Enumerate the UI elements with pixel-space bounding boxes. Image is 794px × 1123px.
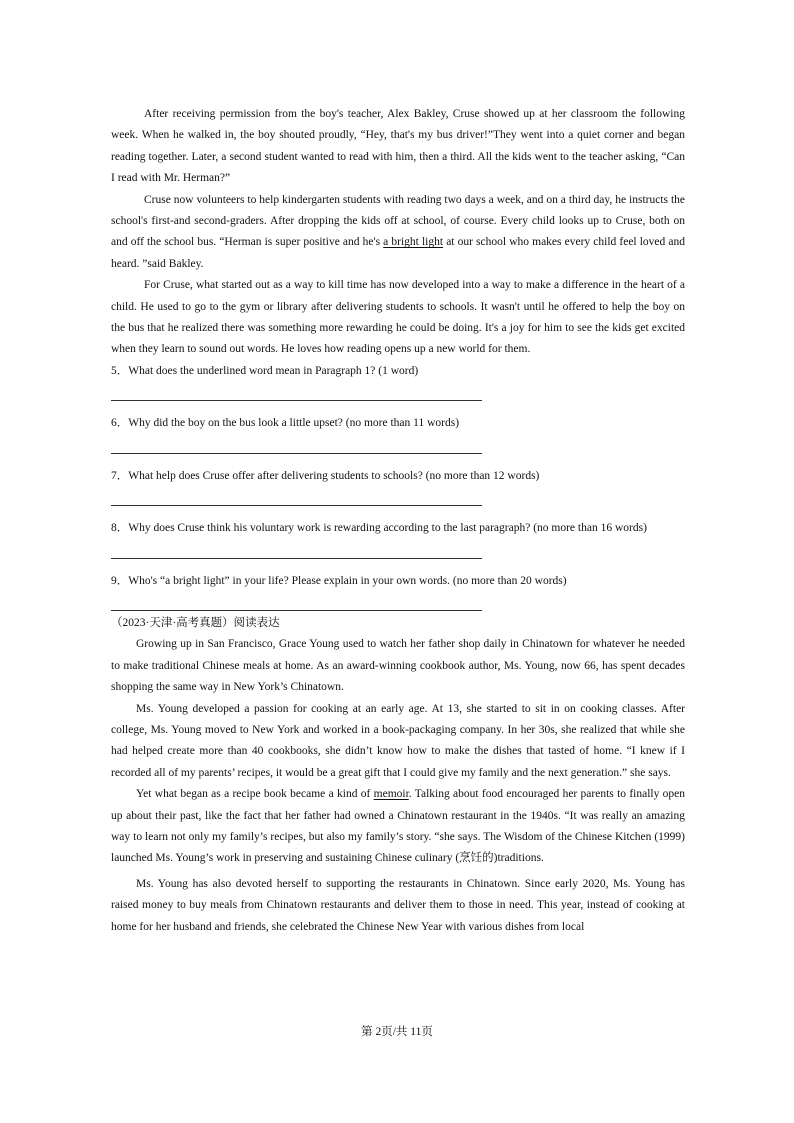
passage-text: . Talking about food encouraged her parents to finally open up about their past, like the fact that her father had owned a Chinatown restaurant in the 1940s. “It was really an amazing way to learn not only my family’s recipes, but also my family’s story. “she says. The Wisdom of the Chinese Kitchen (1999) launched Ms. Young’s work in preserving and sustaining Chinese culinary (烹饪的)traditions.: [111, 788, 685, 865]
underlined-phrase: a bright light: [383, 236, 444, 249]
section-title: （2023·天津·高考真题）阅读表达: [111, 616, 280, 629]
answer-line-5[interactable]: [111, 400, 482, 401]
page-footer: 第 2页/共 11页: [361, 1026, 433, 1038]
passage-paragraph-1: After receiving permission from the boy's teacher, Alex Bakley, Cruse showed up at her classroom the following week. When he walked in, the boy shouted proudly, “Hey, that's my bus driver!”They went into a quiet corner and began reading together. Later, a second student wanted to read with him, then a third. All the kids went to the teacher asking, “Can I read with Mr. Herman?”: [111, 108, 685, 185]
section2-paragraph-4: Ms. Young has also devoted herself to supporting the restaurants in Chinatown. Since early 2020, Ms. Young has raised money to buy meals from Chinatown restaurants and deliver them to those in need. This year, instead of cooking at home for her husband and friends, she celebrated the Chinese New Year with various dishes from local: [111, 877, 685, 933]
question-8: 8．Why does Cruse think his voluntary work is rewarding according to the last paragraph? (no more than 16 words): [111, 522, 647, 535]
section2-paragraph-3: [111, 784, 685, 870]
question-6: 6．Why did the boy on the bus look a little upset? (no more than 11 words): [111, 417, 460, 430]
passage-text: Yet what began as a recipe book became a kind of: [136, 788, 374, 801]
passage-paragraph-2: [111, 190, 685, 276]
passage-paragraph-3: For Cruse, what started out as a way to kill time has now developed into a way to make a difference in the heart of a child. He used to go to the gym or library after delivering students to schools. It wasn't until he offered to help the boy on the bus that he realized there was something more rewarding he could be doing. It's a joy for him to see the kids get excited when they learn to sound out words. He loves how reading opens up a new world for them.: [111, 279, 685, 356]
answer-line-9[interactable]: [111, 610, 482, 611]
underlined-word: memoir: [373, 788, 409, 801]
passage-text: at our school who makes every child feel loved and heard. ”said Bakley.: [111, 236, 686, 270]
question-9: 9．Who's “a bright light” in your life? Please explain in your own words. (no more than 20 words): [111, 574, 567, 587]
passage-text: Cruse now volunteers to help kindergarten students with reading two days a week, and on a third day, he instructs the school's first-and second-graders. After dropping the kids off at school, of course. Every child looks up to Cruse, both on and off the school bus. “Herman is super positive and he's: [111, 193, 685, 249]
answer-line-7[interactable]: [111, 505, 482, 506]
section2-paragraph-2: Ms. Young developed a passion for cooking at an early age. At 13, she started to sit in on cooking classes. After college, Ms. Young moved to New York and worked in a book-packaging company. In her 30s, she realized that while she had helped create more than 40 cookbooks, she didn’t know how to make the dishes that tasted of home. “I knew if I recorded all of my parents’ recipes, it would be a great gift that I could give my family and the next generation.” she says.: [111, 702, 685, 779]
question-5: 5．What does the underlined word mean in Paragraph 1? (1 word): [111, 364, 419, 377]
answer-line-8[interactable]: [111, 558, 482, 559]
answer-line-6[interactable]: [111, 453, 482, 454]
section2-paragraph-1: Growing up in San Francisco, Grace Young used to watch her father shop daily in Chinatown for whatever he needed to make traditional Chinese meals at home. As an award-winning cookbook author, Ms. Young, now 66, has spent decades shopping the same way in New York’s Chinatown.: [111, 638, 685, 694]
question-7: 7．What help does Cruse offer after delivering students to schools? (no more than 12 words): [111, 469, 540, 482]
page-content: [111, 104, 685, 938]
